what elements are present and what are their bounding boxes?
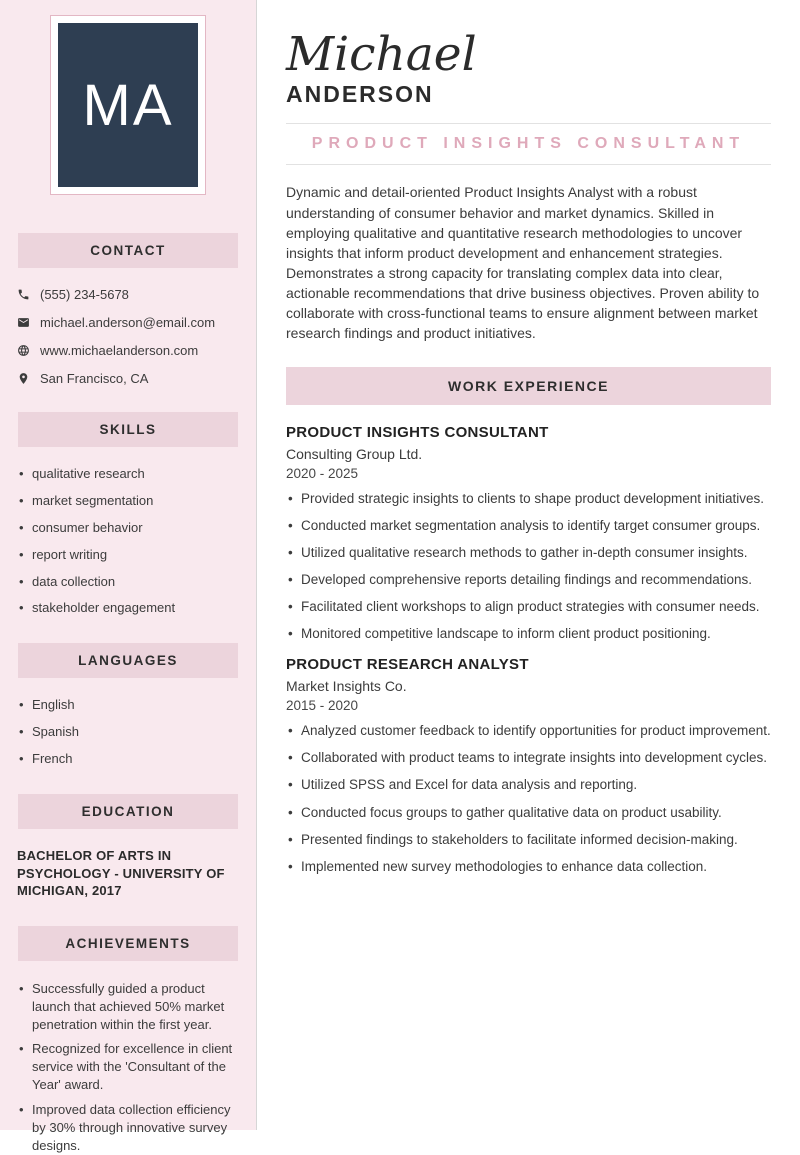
skill-item: • report writing [19, 547, 240, 564]
job-bullet: • Utilized SPSS and Excel for data analysis and reporting. [286, 776, 771, 794]
divider-bottom [286, 164, 771, 165]
profile-photo-frame [50, 15, 206, 195]
job-bullet: • Conducted focus groups to gather qualitative data on product usability. [286, 804, 771, 822]
job-bullet: • Conducted market segmentation analysis to identify target consumer groups. [286, 517, 771, 535]
globe-icon [17, 344, 30, 357]
sidebar [0, 0, 257, 1154]
job-title: PRODUCT INSIGHTS CONSULTANT [286, 423, 549, 441]
first-name: Michael [286, 27, 477, 82]
skill-item: • data collection [19, 574, 240, 591]
job-entry-1 [286, 424, 771, 643]
envelope-icon [17, 316, 30, 329]
location-pin-icon [17, 372, 30, 385]
job-dates: 2020 - 2025 [286, 465, 359, 481]
languages-section-header: LANGUAGES [18, 643, 238, 678]
job-title: PRODUCT RESEARCH ANALYST [286, 656, 529, 674]
contact-email: michael.anderson@email.com [40, 315, 216, 330]
education-degree: BACHELOR OF ARTS IN PSYCHOLOGY - UNIVERSITY OF MICHIGAN, 2017 [17, 848, 225, 899]
job-bullets [286, 722, 771, 875]
skills-list [0, 447, 256, 617]
job-bullet: • Analyzed customer feedback to identify opportunities for product improvement. [286, 722, 771, 740]
contact-location-row [17, 371, 242, 386]
achievements-list [0, 961, 256, 1155]
skill-item: • market segmentation [19, 493, 240, 510]
contact-website: www.michaelanderson.com [40, 343, 199, 358]
phone-icon [17, 288, 30, 301]
skill-item: • consumer behavior [19, 520, 240, 537]
job-bullet: • Facilitated client workshops to align product strategies with consumer needs. [286, 598, 771, 616]
job-bullet: • Implemented new survey methodologies to enhance data collection. [286, 858, 771, 876]
contact-section-header: CONTACT [18, 233, 238, 268]
skill-item: • qualitative research [19, 466, 240, 483]
main-content [257, 0, 800, 1130]
job-company: Consulting Group Ltd. [286, 445, 423, 462]
avatar-initials: MA [82, 72, 174, 138]
job-bullet: • Collaborated with product teams to integrate insights into development cycles. [286, 749, 771, 767]
job-entry-2 [286, 656, 771, 875]
job-title-banner: PRODUCT INSIGHTS CONSULTANT [311, 135, 746, 153]
contact-list [0, 268, 256, 386]
education-section-header: EDUCATION [18, 794, 238, 829]
job-bullet: • Developed comprehensive reports detailing findings and recommendations. [286, 571, 771, 589]
skill-item: • stakeholder engagement [19, 600, 240, 617]
languages-list [0, 678, 256, 768]
job-dates: 2015 - 2020 [286, 698, 359, 714]
achievement-item: • Recognized for excellence in client service with the 'Consultant of the Year' award. [19, 1040, 240, 1094]
skills-section-header: SKILLS [18, 412, 238, 447]
achievement-item: • Improved data collection efficiency by 30% through innovative survey designs. [19, 1101, 240, 1155]
achievement-item: • Successfully guided a product launch that achieved 50% market penetration within the first year. [19, 980, 240, 1034]
contact-email-row [17, 315, 242, 330]
achievements-section-header: ACHIEVEMENTS [18, 926, 238, 961]
contact-location: San Francisco, CA [40, 371, 149, 386]
professional-summary: Dynamic and detail-oriented Product Insights Analyst with a robust understanding of consumer behavior and market dynamics. Skilled in employing qualitative and quantitative research methodologies to uncover insights that inform product development and enhancement strategies. Demonstrates a strong capacity for translating complex data into clear, actionable recommendations that drive business objectives. Proven ability to collaborate with cross-functional teams to ensure alignment between market research findings and product initiatives. [286, 184, 760, 342]
job-bullet: • Monitored competitive landscape to inform client product positioning. [286, 625, 771, 643]
language-item: • Spanish [19, 724, 240, 741]
contact-phone: (555) 234-5678 [40, 287, 129, 302]
language-item: • French [19, 751, 240, 768]
job-bullet: • Utilized qualitative research methods to gather in-depth consumer insights. [286, 544, 771, 562]
job-bullet: • Provided strategic insights to clients to shape product development initiatives. [286, 490, 771, 508]
contact-website-row [17, 343, 242, 358]
work-experience-header: WORK EXPERIENCE [286, 367, 771, 405]
job-company: Market Insights Co. [286, 678, 407, 695]
job-bullets [286, 490, 771, 643]
avatar [58, 23, 198, 187]
contact-phone-row [17, 287, 242, 302]
job-bullet: • Presented findings to stakeholders to facilitate informed decision-making. [286, 831, 771, 849]
last-name: ANDERSON [286, 81, 434, 108]
language-item: • English [19, 697, 240, 714]
